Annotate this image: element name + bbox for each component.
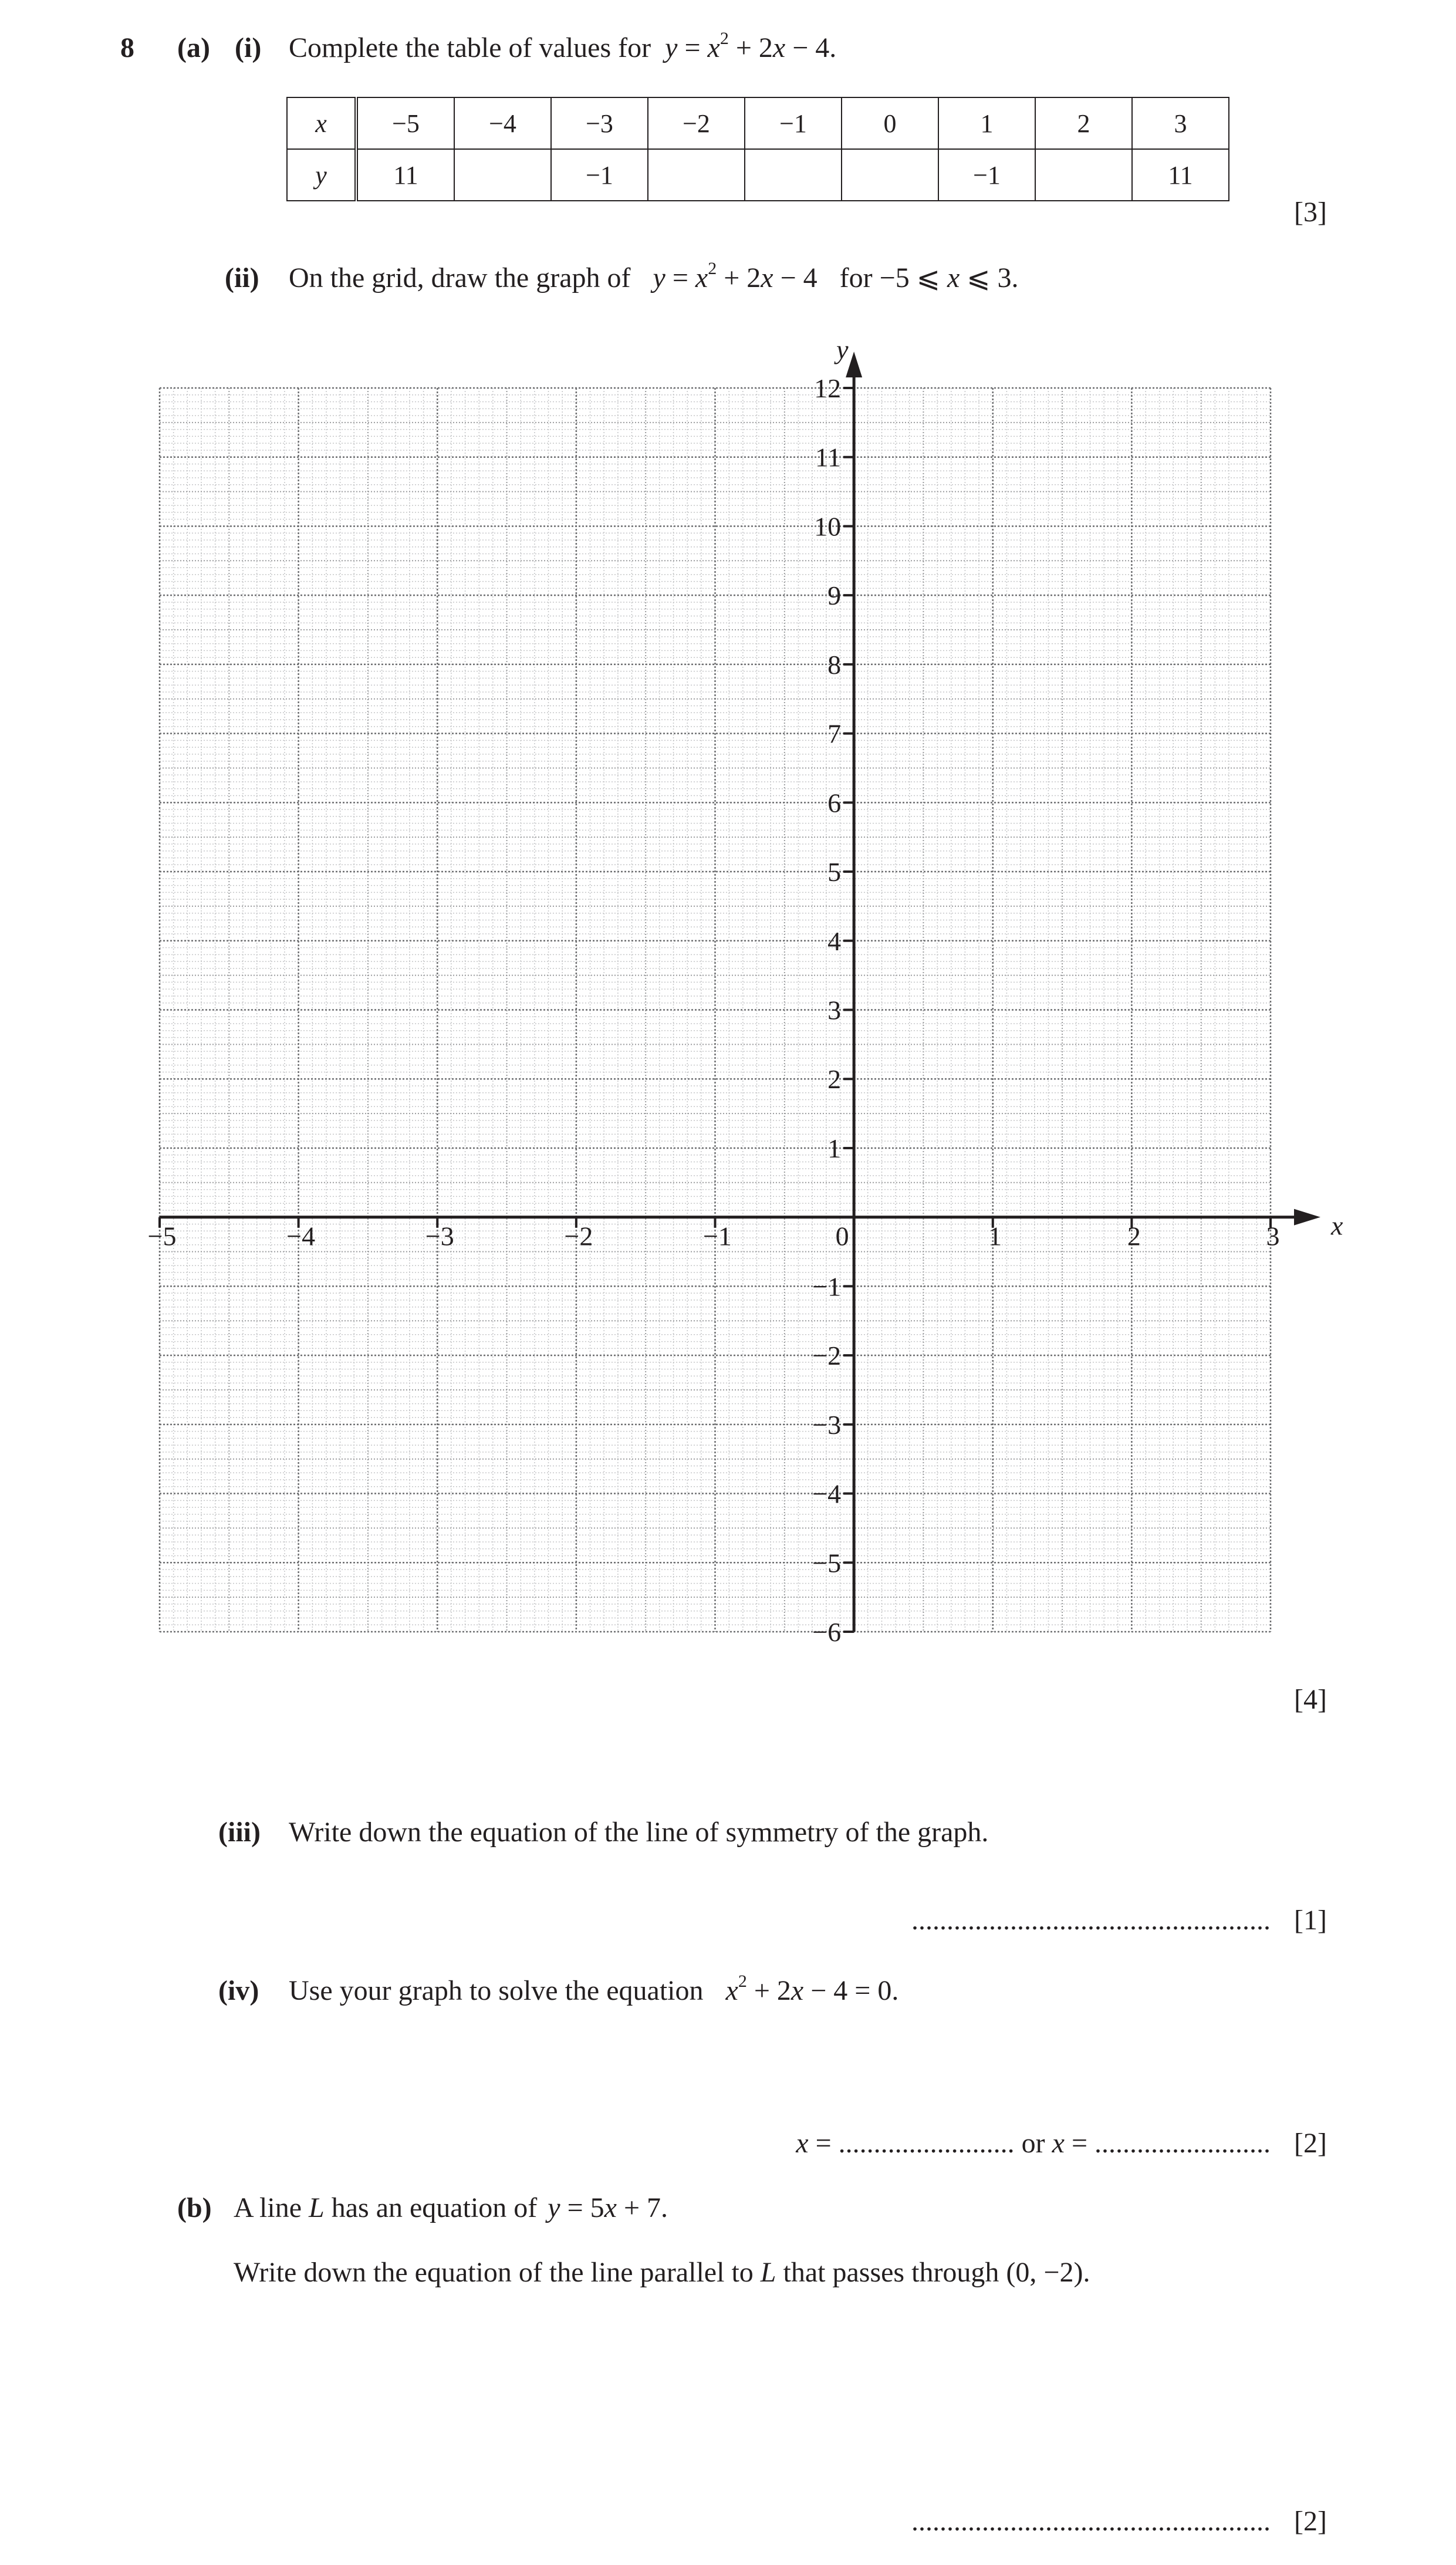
table-cell: −1 [745, 97, 842, 149]
part-b-question: Write down the equation of the line parallel to L that passes through (0, −2). [234, 2257, 1090, 2288]
axes [160, 352, 1320, 1632]
x-axis-arrow [1294, 1209, 1320, 1226]
y-tick-label: 11 [815, 442, 842, 473]
x-tick-label: 1 [988, 1221, 1002, 1251]
table-cell: −5 [356, 97, 454, 149]
x-tick-label: −4 [286, 1221, 316, 1251]
marks-iii: [1] [1294, 1905, 1327, 1936]
y-tick-label: 10 [814, 511, 842, 542]
x-axis-name: x [1331, 1210, 1343, 1241]
part-ii-text: On the grid, draw the graph of $y = x^2 + 2x - 4$ for −5 ⩽ x ⩽ 3. [289, 259, 1019, 293]
marks-b: [2] [1294, 2506, 1327, 2537]
answer-line-iii[interactable]: ................................................... [1] [911, 1905, 1327, 1936]
table-answer-cell[interactable]: −1 [551, 149, 648, 201]
part-a-label: (a) [177, 32, 210, 63]
y-tick-label: −4 [812, 1479, 842, 1509]
table-answer-cell[interactable]: 11 [1132, 149, 1229, 201]
x-tick-label: −5 [147, 1221, 177, 1251]
y-tick-label: −2 [812, 1341, 842, 1371]
question-number: 8 [120, 32, 134, 63]
answer-iv-blank-1[interactable]: ......................... [838, 2128, 1015, 2159]
table-cell: 1 [938, 97, 1035, 149]
answer-iv-blank-2[interactable]: ......................... [1094, 2128, 1271, 2159]
part-iv-equation: $x^2 + 2x - 4 = 0$. [725, 1972, 899, 2006]
y-tick-label: 9 [827, 580, 842, 611]
part-i-label: (i) [235, 32, 262, 63]
table-cell: 3 [1132, 97, 1229, 149]
marks-ii: [4] [1294, 1684, 1327, 1715]
answer-line-b[interactable]: ................................................... [2] [911, 2506, 1327, 2537]
x-tick-label: −2 [564, 1221, 593, 1251]
table-cell: 0 [842, 97, 938, 149]
y-tick-label: 5 [827, 857, 842, 887]
table-cell: 2 [1035, 97, 1132, 149]
part-ii-equation: $y = x^2 + 2x - 4$ [653, 259, 817, 293]
answer-line-iv[interactable]: x = ......................... or x = ......................... [2] [796, 2128, 1327, 2159]
y-tick-label: 2 [827, 1064, 842, 1095]
part-iii-text: Write down the equation of the line of symmetry of the graph. [289, 1817, 989, 1848]
y-tick-label: 1 [827, 1133, 842, 1163]
y-tick-label: −3 [812, 1409, 842, 1440]
table-answer-cell[interactable]: 11 [356, 149, 454, 201]
y-tick-label: 3 [827, 995, 842, 1025]
table-cell: −2 [648, 97, 745, 149]
part-iv-label: (iv) [218, 1975, 259, 2006]
table-answer-cell[interactable]: −1 [938, 149, 1035, 201]
table-header-y: y [287, 149, 356, 201]
x-tick-label: −1 [703, 1221, 732, 1251]
part-b-text: A line L has an equation of y = 5x + 7. [234, 2192, 668, 2223]
y-tick-label: 6 [827, 788, 842, 818]
y-tick-label: 12 [814, 373, 842, 403]
x-tick-label: 3 [1266, 1221, 1280, 1251]
x-tick-label: 0 [835, 1221, 849, 1251]
y-axis-name: y [836, 335, 849, 365]
part-iii-label: (iii) [218, 1817, 261, 1848]
table-header-x: x [287, 97, 356, 149]
y-tick-label: 7 [827, 718, 842, 749]
axis-labels [148, 335, 1343, 1647]
part-i-equation: $y = x^2 + 2x - 4$. [665, 29, 837, 63]
x-tick-label: −3 [425, 1221, 454, 1251]
table-cell: −4 [454, 97, 551, 149]
table-cell: −3 [551, 97, 648, 149]
y-tick-label: 4 [827, 926, 842, 956]
marks-i: [3] [1294, 197, 1327, 228]
part-iv-text: Use your graph to solve the equation $x^2 + 2x - 4 = 0$. [289, 1972, 899, 2006]
part-i-text: Complete the table of values for $y = x^2 + 2x - 4$. [289, 29, 837, 63]
part-ii-label: (ii) [225, 262, 259, 293]
y-tick-label: 8 [827, 649, 842, 680]
marks-iv: [2] [1294, 2128, 1327, 2159]
part-b-label: (b) [177, 2192, 212, 2223]
y-tick-label: −1 [812, 1271, 842, 1302]
x-tick-label: 2 [1127, 1221, 1141, 1251]
y-tick-label: −6 [812, 1617, 842, 1647]
y-tick-label: −5 [812, 1548, 842, 1578]
